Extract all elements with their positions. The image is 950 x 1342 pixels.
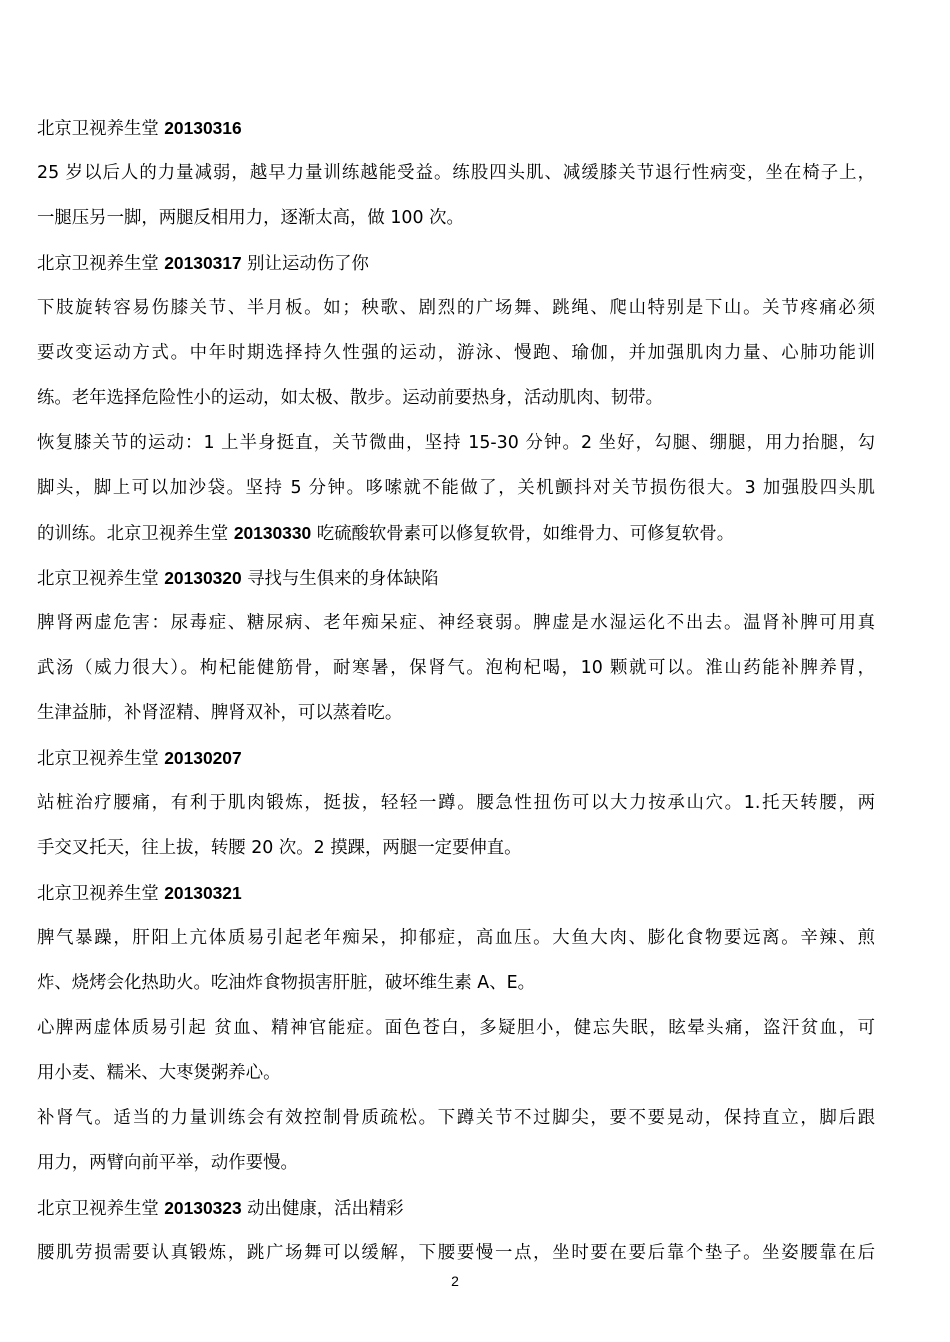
line-text: 北京卫视养生堂: [37, 1199, 165, 1219]
page-number: 2: [451, 1273, 459, 1289]
episode-date: 20130330: [233, 523, 312, 543]
text-line: [37, 601, 875, 646]
text-line: [37, 871, 875, 916]
line-text: 下肢旋转容易伤膝关节、半月板。如；秧歌、剧烈的广场舞、跳绳、爬山特别是下山。关节疼痛必须: [37, 298, 875, 318]
text-line: [37, 556, 875, 601]
line-text: 要改变运动方式。中年时期选择持久性强的运动，游泳、慢跑、瑜伽，并加强肌肉力量、心肺功能训: [37, 343, 875, 363]
line-text: 用小麦、糯米、大枣煲粥养心。: [37, 1063, 281, 1083]
text-line: [37, 961, 875, 1006]
text-line: [37, 1141, 875, 1186]
text-line: [37, 331, 875, 376]
line-text: 用力，两臂向前平举，动作要慢。: [37, 1153, 298, 1173]
episode-date: 20130316: [164, 118, 242, 138]
text-line: [37, 511, 875, 556]
text-line: [37, 241, 875, 286]
line-text: 脾肾两虚危害：尿毒症、糖尿病、老年痴呆症、神经衰弱。脾虚是水湿运化不出去。温肾补脾可用真: [37, 613, 875, 633]
episode-date: 20130321: [164, 883, 242, 903]
line-text: 心脾两虚体质易引起 贫血、精神官能症。面色苍白，多疑胆小，健忘失眠，眩晕头痛，盗汗贫血，可: [37, 1018, 875, 1038]
line-text: 北京卫视养生堂: [37, 749, 165, 769]
text-line: [37, 1231, 875, 1276]
line-text: 脚头，脚上可以加沙袋。坚持 5 分钟。哆嗦就不能做了，关机颤抖对关节损伤很大。3 加强股四头肌: [37, 478, 875, 498]
line-text: 手交叉托天，往上拔，转腰 20 次。2 摸踝，两腿一定要伸直。: [37, 838, 522, 858]
text-line: [37, 916, 875, 961]
text-line: [37, 421, 875, 466]
episode-date: 20130317: [164, 253, 242, 273]
line-text: 北京卫视养生堂: [37, 119, 165, 139]
text-line: [37, 826, 875, 871]
line-text: 北京卫视养生堂: [37, 884, 165, 904]
episode-date: 20130207: [164, 748, 242, 768]
line-text: 站桩治疗腰痛，有利于肌肉锻炼，挺拔，轻轻一蹲。腰急性扭伤可以大力按承山穴。1.托天转腰，两: [37, 793, 875, 813]
text-line: [37, 646, 875, 691]
text-line: [37, 151, 875, 196]
line-text: 补肾气。适当的力量训练会有效控制骨质疏松。下蹲关节不过脚尖，要不要晃动，保持直立，脚后跟: [37, 1108, 875, 1128]
line-text: 生津益肺，补肾涩精、脾肾双补，可以蒸着吃。: [37, 703, 403, 723]
text-line: [37, 1186, 875, 1231]
line-text: 武汤（威力很大）。枸杞能健筋骨，耐寒暑，保肾气。泡枸杞喝，10 颗就可以。淮山药能补脾养胃，: [37, 658, 875, 678]
text-line: [37, 286, 875, 331]
line-text: 腰肌劳损需要认真锻炼，跳广场舞可以缓解，下腰要慢一点，坐时要在要后靠个垫子。坐姿腰靠在后: [37, 1243, 875, 1263]
line-text: 脾气暴躁，肝阳上亢体质易引起老年痴呆，抑郁症，高血压。大鱼大肉、膨化食物要远离。辛辣、煎: [37, 928, 875, 948]
text-line: [37, 1006, 875, 1051]
document-body: [37, 106, 875, 1276]
line-text-tail: 吃硫酸软骨素可以修复软骨，如维骨力、可修复软骨。: [311, 524, 735, 544]
line-text: 炸、烧烤会化热助火。吃油炸食物损害肝脏，破坏维生素 A、E。: [37, 973, 535, 993]
line-text: 恢复膝关节的运动：1 上半身挺直，关节微曲，坚持 15-30 分钟。2 坐好，勾腿、绷腿，用力抬腿，勾: [37, 433, 875, 453]
line-text-tail: 寻找与生俱来的身体缺陷: [241, 569, 439, 589]
text-line: [37, 691, 875, 736]
line-text-tail: 动出健康，活出精彩: [241, 1199, 404, 1219]
text-line: [37, 106, 875, 151]
line-text-tail: 别让运动伤了你: [241, 254, 369, 274]
text-line: [37, 466, 875, 511]
line-text: 北京卫视养生堂: [37, 569, 165, 589]
text-line: [37, 1096, 875, 1141]
line-text: 练。老年选择危险性小的运动，如太极、散步。运动前要热身，活动肌肉、韧带。: [37, 388, 664, 408]
line-text: 的训练。北京卫视养生堂: [37, 524, 234, 544]
text-line: [37, 376, 875, 421]
text-line: [37, 736, 875, 781]
text-line: [37, 781, 875, 826]
episode-date: 20130320: [164, 568, 242, 588]
line-text: 25 岁以后人的力量减弱，越早力量训练越能受益。练股四头肌、减缓膝关节退行性病变，坐在椅子上，: [37, 163, 875, 183]
episode-date: 20130323: [164, 1198, 242, 1218]
line-text: 北京卫视养生堂: [37, 254, 165, 274]
line-text: 一腿压另一脚，两腿反相用力，逐渐太高，做 100 次。: [37, 208, 464, 228]
text-line: [37, 1051, 875, 1096]
text-line: [37, 196, 875, 241]
